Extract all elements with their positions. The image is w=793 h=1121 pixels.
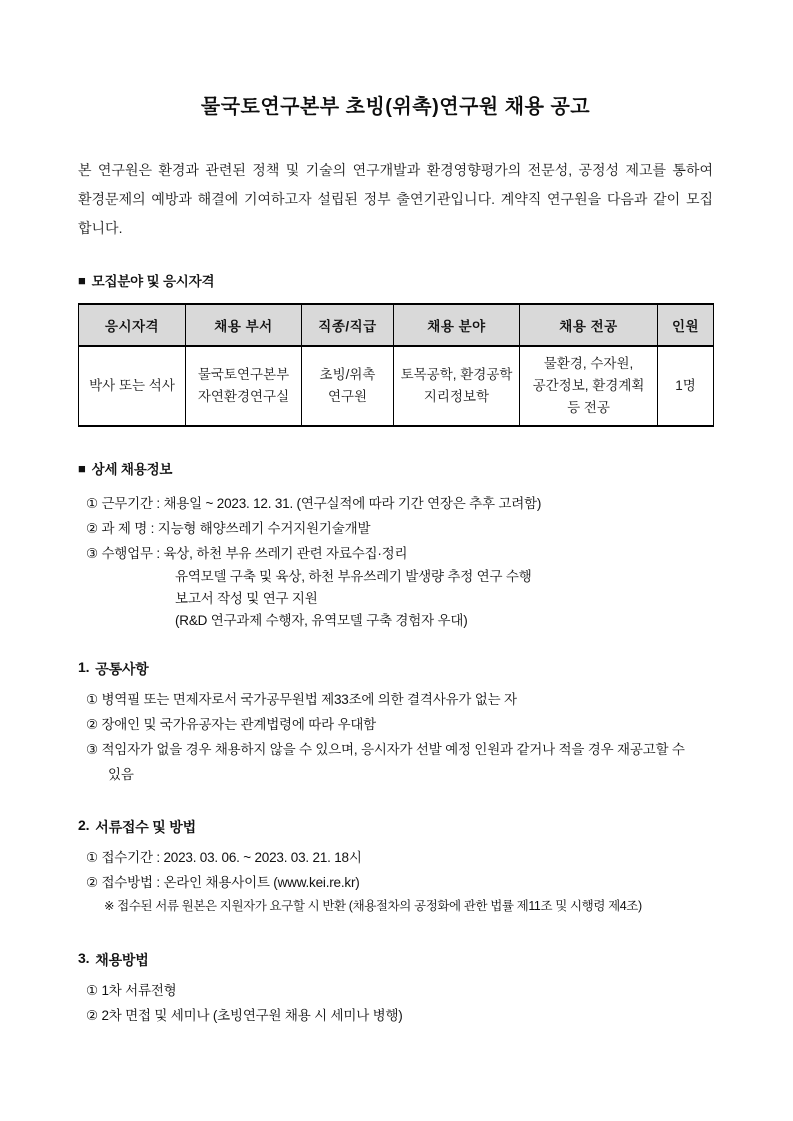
intro-line: 본 연구원은 환경과 관련된 정책 및 기술의 연구개발과 환경영향평가의 전문성, 공정성 제고를 통하여 bbox=[78, 162, 713, 178]
header-cell-position: 직종/직급 bbox=[302, 304, 394, 346]
header-cell-qualification: 응시자격 bbox=[79, 304, 186, 346]
list-item-continuation: 있음 bbox=[108, 767, 134, 782]
detail-item: ① 근무기간 : 채용일 ~ 2023. 12. 31. (연구실적에 따라 기간 연장은 추후 고려함) bbox=[86, 496, 542, 511]
section-heading-label: 상세 채용정보 bbox=[91, 462, 173, 477]
section-title: 서류접수 및 방법 bbox=[95, 819, 196, 835]
list-item: ② 2차 면접 및 세미나 (초빙연구원 채용 시 세미나 병행) bbox=[86, 1008, 403, 1023]
header-cell-headcount: 인원 bbox=[658, 304, 714, 346]
detail-items bbox=[78, 491, 713, 632]
list-item: ① 1차 서류전형 bbox=[86, 983, 177, 998]
detail-sub-item: (R&D 연구과제 수행자, 유역모델 구축 경험자 우대) bbox=[175, 613, 468, 628]
intro-line: 합니다. bbox=[78, 220, 123, 236]
cell-line: 등 전공 bbox=[567, 400, 610, 415]
section-heading-detail bbox=[78, 458, 713, 478]
section-number: 2. bbox=[78, 817, 90, 833]
cell-line: 물국토연구본부 bbox=[197, 367, 290, 382]
cell-qualification: 박사 또는 석사 bbox=[79, 346, 186, 426]
cell-line: 공간정보, 환경계획 bbox=[532, 378, 645, 393]
cell-line: 초빙/위촉 bbox=[319, 367, 376, 382]
list-item: ② 장애인 및 국가유공자는 관계법령에 따라 우대함 bbox=[86, 717, 377, 732]
section-heading-label: 모집분야 및 응시자격 bbox=[91, 274, 215, 289]
cell-line: 물환경, 수자원, bbox=[543, 356, 634, 371]
method-items bbox=[78, 978, 713, 1028]
document-page bbox=[78, 0, 713, 1028]
common-items bbox=[78, 687, 713, 787]
cell-line: 토목공학, 환경공학 bbox=[400, 367, 513, 382]
page-title: 물국토연구본부 초빙(위촉)연구원 채용 공고 bbox=[200, 96, 591, 118]
section-heading-method bbox=[78, 950, 713, 970]
section-number: 3. bbox=[78, 950, 90, 966]
cell-position bbox=[302, 346, 394, 426]
detail-item: ② 과 제 명 : 지능형 해양쓰레기 수거지원기술개발 bbox=[86, 521, 371, 536]
table-row bbox=[79, 346, 714, 426]
header-cell-major: 채용 전공 bbox=[520, 304, 658, 346]
list-item: ③ 적임자가 없을 경우 채용하지 않을 수 있으며, 응시자가 선발 예정 인원과 같거나 적을 경우 재공고할 수 bbox=[86, 742, 685, 757]
cell-headcount: 1명 bbox=[658, 346, 714, 426]
header-cell-field: 채용 분야 bbox=[394, 304, 520, 346]
section-title: 공통사항 bbox=[95, 661, 149, 677]
section-heading-recruit bbox=[78, 270, 713, 290]
section-heading-common bbox=[78, 659, 713, 679]
intro-line: 환경문제의 예방과 해결에 기여하고자 설립된 정부 출연기관입니다. 계약직 연구원을 다음과 같이 모집 bbox=[78, 191, 713, 207]
section-heading-application bbox=[78, 817, 713, 837]
cell-line: 연구원 bbox=[327, 389, 368, 404]
application-items bbox=[78, 845, 713, 918]
header-cell-department: 채용 부서 bbox=[186, 304, 302, 346]
table-header-row bbox=[79, 304, 714, 346]
note-line: ※ 접수된 서류 원본은 지원자가 요구할 시 반환 (채용절차의 공정화에 관한 법률 제11조 및 시행령 제4조) bbox=[104, 899, 642, 913]
square-bullet-icon: ■ bbox=[78, 272, 86, 288]
list-item: ② 접수방법 : 온라인 채용사이트 (www.kei.re.kr) bbox=[86, 875, 360, 890]
section-title: 채용방법 bbox=[95, 952, 149, 968]
cell-major bbox=[520, 346, 658, 426]
detail-item: ③ 수행업무 : 육상, 하천 부유 쓰레기 관련 자료수집·정리 bbox=[86, 546, 408, 561]
cell-field bbox=[394, 346, 520, 426]
list-item: ① 접수기간 : 2023. 03. 06. ~ 2023. 03. 21. 18시 bbox=[86, 850, 362, 865]
detail-sub-item: 유역모델 구축 및 육상, 하천 부유쓰레기 발생량 추정 연구 수행 bbox=[175, 569, 532, 584]
detail-sub-item: 보고서 작성 및 연구 지원 bbox=[175, 591, 318, 606]
list-item: ① 병역필 또는 면제자로서 국가공무원법 제33조에 의한 결격사유가 없는 자 bbox=[86, 692, 517, 707]
cell-line: 자연환경연구실 bbox=[197, 389, 290, 404]
cell-line: 지리정보학 bbox=[423, 389, 490, 404]
recruit-table bbox=[78, 303, 714, 427]
section-number: 1. bbox=[78, 659, 90, 675]
cell-department bbox=[186, 346, 302, 426]
intro-paragraph bbox=[78, 156, 713, 243]
square-bullet-icon: ■ bbox=[78, 460, 86, 476]
